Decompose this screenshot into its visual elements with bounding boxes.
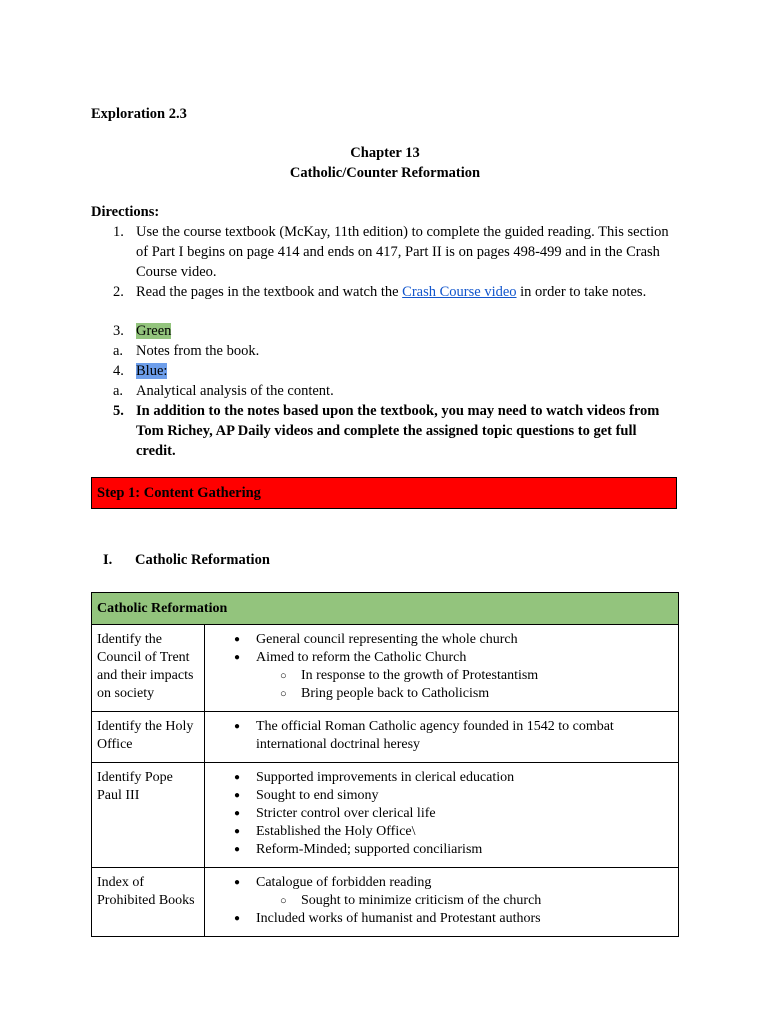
bullet-item: ● Supported improvements in clerical education <box>210 769 673 787</box>
row-label: Identify the Council of Trent and their impacts on society <box>92 625 205 712</box>
crash-course-video-link[interactable]: Crash Course video <box>402 284 517 300</box>
direction-item <box>91 282 679 302</box>
row-label: Identify Pope Paul III <box>92 763 205 868</box>
item-number: 3. <box>113 323 124 339</box>
direction-text: Read the pages in the textbook and watch the <box>136 284 403 300</box>
bullet-item: ● General council representing the whole church <box>210 631 673 649</box>
exploration-label: Exploration 2.3 <box>91 106 187 122</box>
bullet-item: ● Stricter control over clerical life <box>210 805 673 823</box>
table-row <box>92 625 679 712</box>
direction-item <box>91 361 679 381</box>
bullet-item: ● Reform-Minded; supported conciliarism <box>210 841 673 859</box>
sub-bullet-item: ○ Sought to minimize criticism of the church <box>210 892 673 910</box>
chapter-title: Chapter 13 <box>350 145 420 161</box>
row-notes <box>205 625 679 712</box>
subitem-letter: a. <box>113 343 124 359</box>
bullet-item: ● Sought to end simony <box>210 787 673 805</box>
direction-item <box>91 222 679 282</box>
row-notes <box>205 868 679 937</box>
bullet-item: ● Established the Holy Office\ <box>210 823 673 841</box>
subitem-text: Analytical analysis of the content. <box>136 383 334 399</box>
table-row <box>92 712 679 763</box>
table-header-row <box>92 593 679 625</box>
table-header: Catholic Reformation <box>92 593 679 625</box>
bullet-item: ● Catalogue of forbidden reading <box>210 874 673 892</box>
item-number: 4. <box>113 363 124 379</box>
green-highlight-label: Green <box>136 323 172 339</box>
direction-item <box>91 401 679 461</box>
row-notes <box>205 763 679 868</box>
direction-text: In addition to the notes based upon the textbook, you may need to watch videos from Tom Richey, AP Daily videos and complete the assigned topic questions to get full credit. <box>136 403 660 459</box>
catholic-reformation-table <box>91 592 679 937</box>
subitem-text: Notes from the book. <box>136 343 260 359</box>
section-heading <box>103 550 270 570</box>
section-numeral: I. <box>103 552 113 568</box>
section-title: Catholic Reformation <box>135 552 270 568</box>
row-label: Index of Prohibited Books <box>92 868 205 937</box>
row-notes <box>205 712 679 763</box>
direction-item <box>91 321 679 341</box>
row-label: Identify the Holy Office <box>92 712 205 763</box>
item-number: 5. <box>113 403 124 419</box>
table-row <box>92 868 679 937</box>
bullet-item: ● Included works of humanist and Protestant authors <box>210 910 673 928</box>
blank-line <box>91 302 679 321</box>
item-number: 2. <box>113 284 124 300</box>
blue-highlight-label: Blue: <box>136 363 168 379</box>
sub-bullet-item: ○ In response to the growth of Protestantism <box>210 667 673 685</box>
directions-list <box>91 222 679 461</box>
step1-banner: Step 1: Content Gathering <box>91 477 677 509</box>
bullet-item: ● The official Roman Catholic agency founded in 1542 to combat international doctrinal heresy <box>210 718 673 754</box>
subitem-letter: a. <box>113 383 124 399</box>
table-row <box>92 763 679 868</box>
sub-bullet-item: ○ Bring people back to Catholicism <box>210 685 673 703</box>
direction-subitem <box>91 381 679 401</box>
chapter-subtitle: Catholic/Counter Reformation <box>289 165 481 181</box>
chapter-heading <box>91 143 679 183</box>
bullet-item: ● Aimed to reform the Catholic Church <box>210 649 673 667</box>
directions-heading: Directions: <box>91 204 160 220</box>
direction-text: in order to take notes. <box>516 284 647 300</box>
item-number: 1. <box>113 224 124 240</box>
direction-subitem <box>91 341 679 361</box>
direction-text: Use the course textbook (McKay, 11th edition) to complete the guided reading. This section of Part I begins on page 414 and ends on 417, Part II is on pages 498-499 and in the Crash Course video. <box>136 224 669 280</box>
